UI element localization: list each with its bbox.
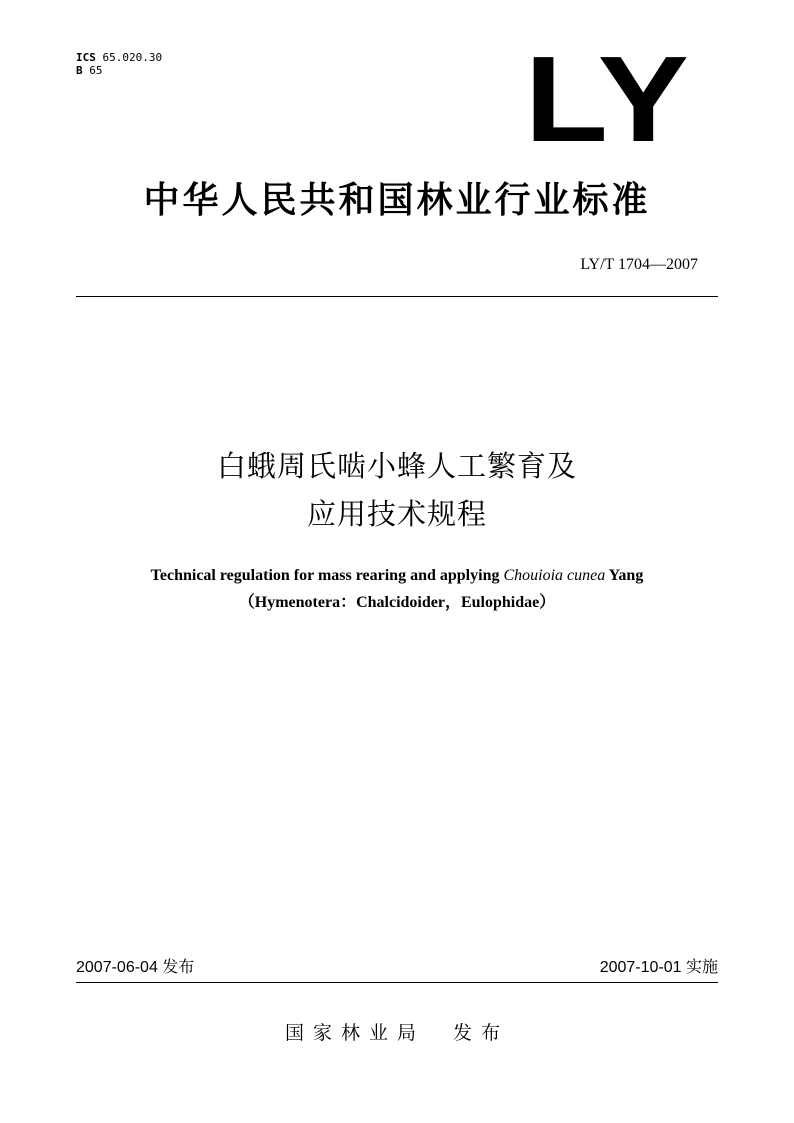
ccs-classification: [76, 64, 103, 77]
implementation-date: 2007-10-01 实施: [599, 959, 718, 976]
header-divider: [76, 296, 718, 297]
english-title-suffix: Yang: [605, 567, 644, 584]
standard-category-title: 中华人民共和国林业行业标准: [143, 180, 651, 221]
publisher-name: 国家林业局: [284, 1022, 425, 1044]
chinese-title-line-1: 白蛾周氏啮小蜂人工繁育及: [216, 449, 577, 483]
publisher-line: [76, 1021, 718, 1045]
publish-action: 发布: [453, 1022, 510, 1044]
chinese-title-line-2: 应用技术规程: [306, 497, 487, 531]
footer-divider: [76, 982, 718, 983]
species-name: Chouioia cunea: [503, 567, 606, 584]
english-title-line-1: [76, 566, 718, 586]
ccs-code: 65: [89, 64, 103, 77]
ics-classification: [76, 51, 162, 64]
english-title-prefix: Technical regulation for mass rearing and applying: [150, 567, 504, 584]
english-title-line-2: （Hymenotera：Chalcidoider，Eulophidae）: [238, 594, 556, 611]
standard-logo: LY: [524, 31, 692, 167]
ics-label: ICS: [76, 51, 96, 64]
issue-date: 2007-06-04 发布: [76, 959, 195, 976]
ccs-label: B: [76, 64, 83, 77]
ics-code: 65.020.30: [102, 51, 163, 64]
standard-number: LY/T 1704—2007: [580, 256, 698, 273]
